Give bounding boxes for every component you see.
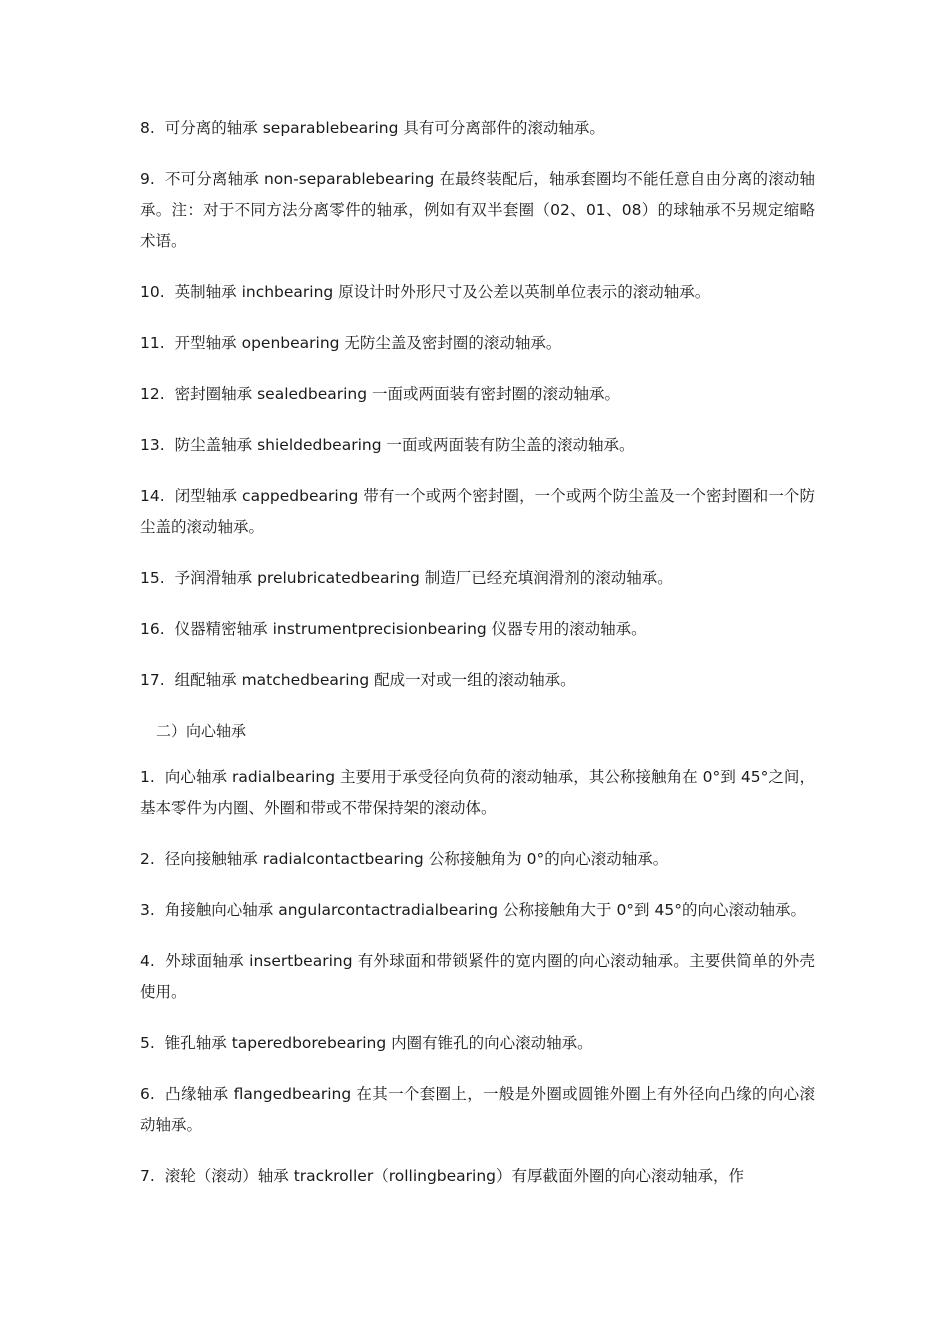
item-number: 2.	[140, 850, 155, 868]
paragraph-item-2	[140, 844, 815, 875]
item-number: 16.	[140, 620, 165, 638]
document-page	[140, 113, 815, 1212]
item-text: 开型轴承 openbearing 无防尘盖及密封圈的滚动轴承。	[174, 334, 562, 352]
paragraph-item-14	[140, 481, 815, 543]
item-text: 组配轴承 matchedbearing 配成一对或一组的滚动轴承。	[174, 671, 576, 689]
item-text: 密封圈轴承 sealedbearing 一面或两面装有密封圈的滚动轴承。	[174, 385, 621, 403]
item-number: 13.	[140, 436, 165, 454]
item-number: 9.	[140, 170, 155, 188]
item-text: 英制轴承 inchbearing 原设计时外形尺寸及公差以英制单位表示的滚动轴承。	[174, 283, 711, 301]
section-heading: 二）向心轴承	[156, 722, 247, 740]
item-text: 闭型轴承 cappedbearing 带有一个或两个密封圈，一个或两个防尘盖及一个密封圈和一个防尘盖的滚动轴承。	[140, 487, 815, 536]
item-number: 12.	[140, 385, 165, 403]
item-number: 15.	[140, 569, 165, 587]
item-text: 凸缘轴承 flangedbearing 在其一个套圈上，一般是外圈或圆锥外圈上有外径向凸缘的向心滚动轴承。	[140, 1085, 815, 1134]
paragraph-item-11	[140, 328, 815, 359]
paragraph-item-1	[140, 762, 815, 824]
item-number: 8.	[140, 119, 155, 137]
paragraph-item-10	[140, 277, 815, 308]
paragraph-item-17	[140, 665, 815, 696]
paragraph-item-3	[140, 895, 815, 926]
item-text: 仪器精密轴承 instrumentprecisionbearing 仪器专用的滚动轴承。	[174, 620, 647, 638]
item-number: 3.	[140, 901, 155, 919]
item-number: 17.	[140, 671, 165, 689]
item-number: 14.	[140, 487, 165, 505]
item-number: 4.	[140, 952, 155, 970]
item-text: 不可分离轴承 non-separablebearing 在最终装配后，轴承套圈均不能任意自由分离的滚动轴承。注：对于不同方法分离零件的轴承，例如有双半套圈（02、01、08）的球轴承不另规定缩略术语。	[140, 170, 815, 250]
item-number: 5.	[140, 1034, 155, 1052]
item-text: 锥孔轴承 taperedborebearing 内圈有锥孔的向心滚动轴承。	[164, 1034, 593, 1052]
item-number: 6.	[140, 1085, 155, 1103]
paragraph-item-15	[140, 563, 815, 594]
item-text: 角接触向心轴承 angularcontactradialbearing 公称接触角大于 0°到 45°的向心滚动轴承。	[164, 901, 806, 919]
paragraph-item-12	[140, 379, 815, 410]
item-text: 径向接触轴承 radialcontactbearing 公称接触角为 0°的向心滚动轴承。	[164, 850, 669, 868]
paragraph-item-5	[140, 1028, 815, 1059]
item-number: 10.	[140, 283, 165, 301]
paragraph-item-7	[140, 1161, 815, 1192]
paragraph-item-6	[140, 1079, 815, 1141]
item-text: 可分离的轴承 separablebearing 具有可分离部件的滚动轴承。	[164, 119, 605, 137]
item-text: 外球面轴承 insertbearing 有外球面和带锁紧件的宽内圈的向心滚动轴承。主要供简单的外壳使用。	[140, 952, 815, 1001]
item-text: 防尘盖轴承 shieldedbearing 一面或两面装有防尘盖的滚动轴承。	[174, 436, 635, 454]
item-text: 向心轴承 radialbearing 主要用于承受径向负荷的滚动轴承，其公称接触角在 0°到 45°之间，基本零件为内圈、外圈和带或不带保持架的滚动体。	[140, 768, 815, 817]
paragraph-item-16	[140, 614, 815, 645]
paragraph-item-13	[140, 430, 815, 461]
item-text: 滚轮（滚动）轴承 trackroller（rollingbearing）有厚截面外圈的向心滚动轴承，作	[164, 1167, 745, 1185]
paragraph-item-9	[140, 164, 815, 257]
item-number: 11.	[140, 334, 165, 352]
item-number: 1.	[140, 768, 155, 786]
paragraph-item-4	[140, 946, 815, 1008]
item-text: 予润滑轴承 prelubricatedbearing 制造厂已经充填润滑剂的滚动轴承。	[174, 569, 673, 587]
item-number: 7.	[140, 1167, 155, 1185]
paragraph-item-8	[140, 113, 815, 144]
